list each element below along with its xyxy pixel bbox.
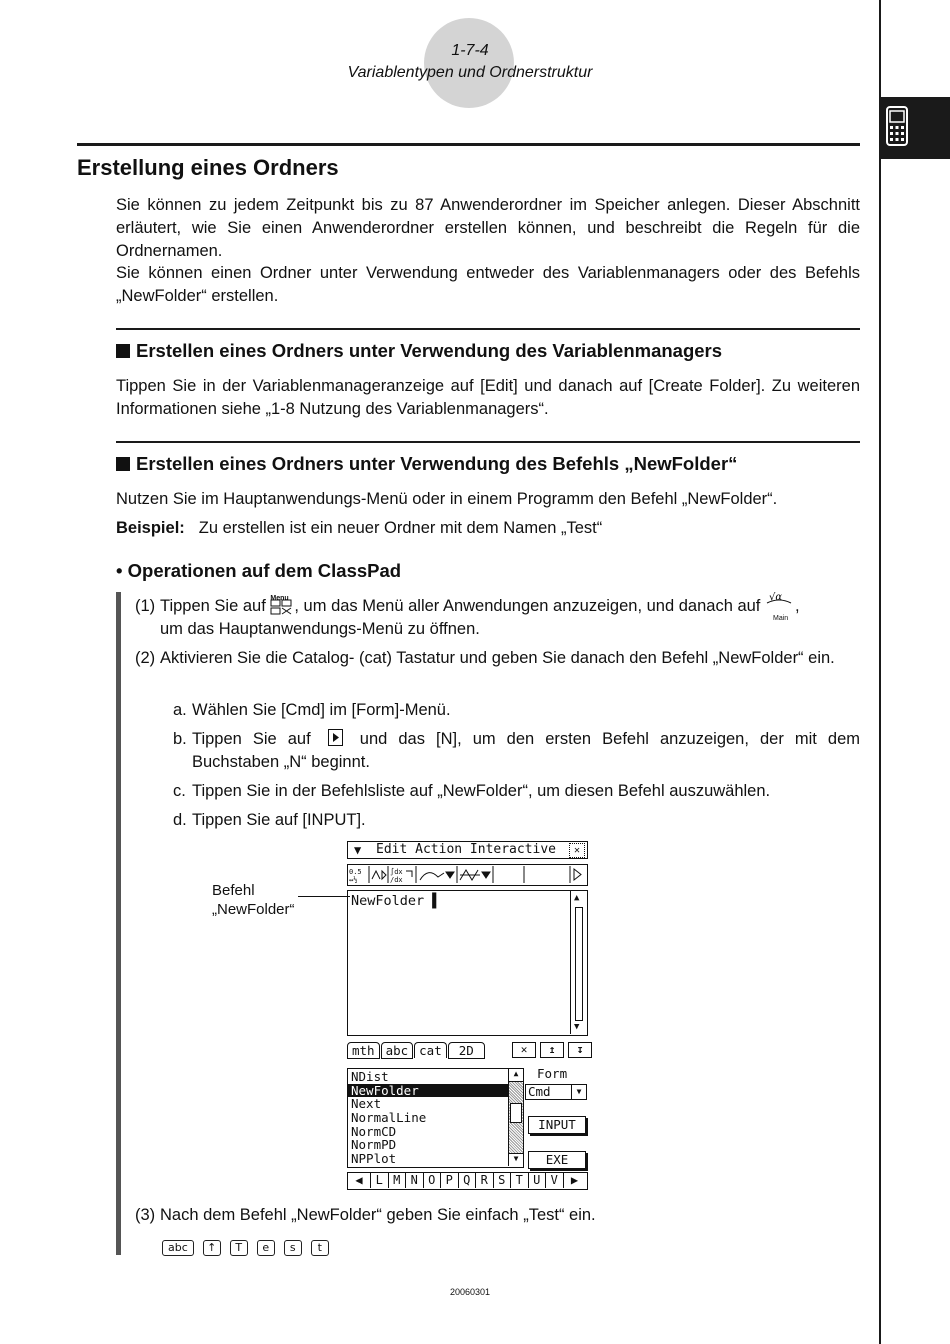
step-2a-text: Wählen Sie [Cmd] im [Form]-Menü. [192, 701, 451, 719]
step-2c-text: Tippen Sie in der Befehlsliste auf „NewFolder“, um diesen Befehl auszuwählen. [192, 782, 771, 800]
alphabet-next-icon[interactable]: ▶ [570, 1173, 579, 1187]
list-scrollbar[interactable] [508, 1069, 523, 1166]
scroll-up-icon[interactable]: ▲ [574, 893, 580, 903]
page-edge-line [879, 0, 881, 1344]
header-circle [424, 18, 514, 108]
calc-keyboard-tabs [347, 1042, 590, 1060]
step-2c-number: c. [173, 782, 186, 800]
input-button[interactable]: INPUT [528, 1116, 586, 1134]
calc-command-list [347, 1068, 524, 1168]
letter-key[interactable]: R [476, 1173, 494, 1188]
step-2b-pre: Tippen Sie auf [192, 730, 311, 748]
step-1-line-2: um das Hauptanwendungs-Menü zu öffnen. [160, 620, 480, 638]
step-2b-number: b. [173, 730, 187, 748]
calc-menu-items[interactable]: Edit Action Interactive [376, 842, 557, 857]
chapter-tab [881, 97, 950, 159]
form-select[interactable] [525, 1084, 587, 1100]
scroll-down-icon[interactable]: ▼ [574, 1022, 580, 1032]
subsection-rule-1 [116, 328, 860, 330]
menu-glyph [270, 599, 292, 615]
list-scroll-down-icon[interactable]: ▼ [509, 1153, 523, 1166]
square-bullet-icon [116, 457, 130, 471]
main-app-icon[interactable] [765, 592, 795, 622]
down-arrow-menu-icon[interactable]: ▼ [354, 843, 362, 857]
right-arrow-key-icon[interactable] [328, 729, 343, 746]
scroll-track [575, 907, 583, 1021]
tab-mth[interactable]: mth [347, 1042, 380, 1059]
intro-paragraph-1: Sie können zu jedem Zeitpunkt bis zu 87 Anwenderordner im Speicher anlegen. Dieser Abschnitt erläutert, wie Sie einen Anwenderordner erstellen können, und beschreibt die Regeln für die Ordnernamen. [116, 196, 860, 260]
letter-key[interactable]: Q [459, 1173, 477, 1188]
step-1-text-c: , [795, 597, 800, 615]
operations-title-text: Operationen auf dem ClassPad [127, 560, 402, 581]
subsection-text-1: Tippen Sie in der Variablenmanageranzeige auf [Edit] und danach auf [Create Folder]. Zu weiteren Informationen siehe „1-8 Nutzung des Variablenmanagers“. [116, 377, 860, 418]
step-2d-text: Tippen Sie auf [INPUT]. [192, 811, 366, 829]
menu-icon-label: Menu [270, 595, 289, 602]
command-list-items [348, 1070, 508, 1166]
main-icon-label: Main [773, 615, 789, 622]
letter-key[interactable]: U [529, 1173, 547, 1188]
subsection-rule-2 [116, 441, 860, 443]
play-glyph [329, 730, 342, 745]
intro-paragraph-2: Sie können einen Ordner unter Verwendung entweder des Variablenmanagers oder des Befehls „NewFolder“ erstellen. [116, 264, 860, 305]
page-subtitle: Variablentypen und Ordnerstruktur [347, 64, 593, 81]
form-dropdown-icon[interactable]: ▼ [571, 1085, 586, 1099]
exe-button[interactable]: EXE [528, 1151, 586, 1169]
key-t[interactable]: t [311, 1240, 329, 1256]
letter-key[interactable]: L [371, 1173, 389, 1188]
page-number: 1-7-4 [451, 42, 489, 59]
section-rule [77, 143, 860, 146]
calc-entry-text: NewFolder ▌ [351, 893, 441, 909]
close-box-icon[interactable]: ✕ [569, 843, 585, 858]
footer-code: 20060301 [449, 1287, 491, 1297]
list-item[interactable]: NDist [351, 1069, 389, 1084]
list-item[interactable]: NormCD [351, 1123, 397, 1139]
calc-toolbar [347, 864, 588, 886]
example-text: Zu erstellen ist ein neuer Ordner mit dem Namen „Test“ [198, 519, 603, 537]
letter-key[interactable]: P [441, 1173, 459, 1188]
subsection-title-text-2: Erstellen eines Ordners unter Verwendung des Befehls „NewFolder“ [136, 453, 738, 474]
svg-text:/dx: /dx [390, 876, 403, 884]
letter-key[interactable]: V [546, 1173, 564, 1188]
example-line [116, 517, 860, 540]
tab-abc[interactable]: abc [381, 1042, 414, 1059]
example-label: Beispiel: [116, 519, 185, 537]
calc-entry-area[interactable] [347, 890, 588, 1036]
alphabet-prev-icon[interactable]: ◀ [348, 1173, 371, 1188]
callout-leader [298, 896, 350, 897]
calc-menu-bar [347, 841, 588, 859]
tab-up-icon[interactable]: ↥ [540, 1042, 564, 1058]
callout-line-2: „NewFolder“ [212, 901, 295, 918]
subsection-text-2: Nutzen Sie im Hauptanwendungs-Menü oder in einem Programm den Befehl „NewFolder“. [116, 490, 778, 508]
step-2a-number: a. [173, 701, 187, 719]
key-shift-up[interactable]: ↑ [203, 1240, 221, 1256]
key-abc[interactable]: abc [162, 1240, 194, 1256]
letter-key[interactable]: O [424, 1173, 442, 1188]
subsection-title-2 [116, 453, 737, 475]
list-item[interactable]: NormPD [351, 1137, 397, 1153]
calculator-screen [345, 840, 590, 1194]
form-label: Form [537, 1066, 568, 1081]
square-bullet-icon [116, 344, 130, 358]
operations-sidebar [116, 592, 121, 1255]
letter-key[interactable]: N [406, 1173, 424, 1188]
form-select-value: Cmd [528, 1084, 551, 1099]
svg-text:0.5: 0.5 [349, 868, 362, 876]
tab-2d[interactable]: 2D [448, 1042, 485, 1059]
calc-alphabet-row [347, 1172, 588, 1190]
calculator-icon [886, 106, 908, 146]
tab-delete-icon[interactable]: ✕ [512, 1042, 536, 1058]
svg-text:↔½: ↔½ [349, 876, 358, 884]
list-item[interactable]: NormalLine [351, 1110, 427, 1126]
step-2d-number: d. [173, 811, 187, 829]
letter-key[interactable]: M [389, 1173, 407, 1188]
step-2-number: (2) [135, 649, 156, 667]
calc-scrollbar[interactable] [570, 891, 587, 1034]
svg-text:∫dx: ∫dx [390, 868, 403, 876]
tab-cat[interactable]: cat [414, 1042, 447, 1058]
step-2-text: Aktivieren Sie die Catalog- (cat) Tastatur und geben Sie danach den Befehl „NewFolder“ ein. [160, 649, 835, 667]
key-e[interactable]: e [257, 1240, 275, 1256]
list-item[interactable]: NPPlot [351, 1151, 397, 1167]
step-2b-text [192, 728, 860, 774]
step-3-number: (3) [135, 1206, 156, 1224]
list-scroll-up-icon[interactable]: ▲ [509, 1069, 523, 1082]
step-2b-post: und das [N], um den ersten Befehl anzuzeigen, der mit dem Buchstaben „N“ beginnt. [192, 730, 860, 771]
key-sequence [162, 1236, 338, 1256]
subsection-title-text-1: Erstellen eines Ordners unter Verwendung des Variablenmanagers [136, 340, 723, 361]
main-glyph [765, 589, 793, 607]
step-1-text-b: , um das Menü aller Anwendungen anzuzeigen, und danach auf [294, 597, 761, 615]
step-3-text: Nach dem Befehl „NewFolder“ geben Sie einfach „Test“ ein. [160, 1206, 596, 1224]
key-T[interactable]: T [230, 1240, 248, 1256]
step-1-text-a: Tippen Sie auf [160, 597, 266, 615]
toolbar-icons[interactable] [348, 865, 586, 884]
list-item[interactable]: Next [351, 1096, 382, 1112]
list-item-selected[interactable]: NewFolder [348, 1084, 508, 1098]
key-s[interactable]: s [284, 1240, 302, 1256]
letter-key[interactable]: S [494, 1173, 512, 1188]
tab-down-icon[interactable]: ↧ [568, 1042, 592, 1058]
step-1-line-1 [160, 592, 860, 622]
letter-key[interactable]: T [511, 1173, 529, 1188]
section-title: Erstellung eines Ordners [77, 155, 339, 180]
svg-text:√α: √α [769, 592, 783, 603]
operations-title [116, 560, 401, 582]
bullet-dot: • [116, 560, 123, 581]
list-scroll-thumb[interactable] [510, 1103, 522, 1123]
menu-icon[interactable] [270, 595, 294, 617]
subsection-title-1 [116, 340, 722, 362]
step-1-number: (1) [135, 597, 156, 615]
callout-line-1: Befehl [212, 882, 255, 899]
